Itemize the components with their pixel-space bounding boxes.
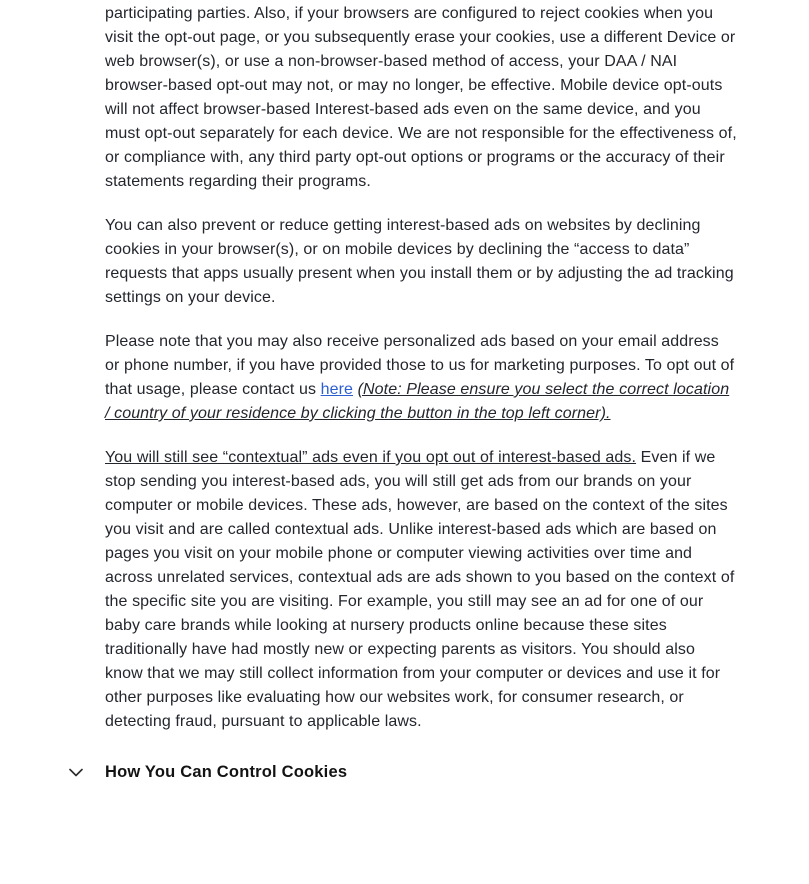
paragraph: [105, 2, 737, 194]
paragraph-text: You can also prevent or reduce getting interest-based ads on websites by declining cookies in your browser(s), or on mobile devices by declining the “access to data” requests that apps usually present when you install them or by adjusting the ad tracking settings on your device.: [105, 217, 734, 306]
section-title[interactable]: How You Can Control Cookies: [105, 763, 348, 781]
paragraph-text: Please note that you may also receive personalized ads based on your email address or phone number, if you have provided those to us for marketing purposes. To opt out of that usage, please contact us: [105, 333, 735, 398]
paragraph: [105, 330, 737, 426]
paragraph-text: Even if we stop sending you interest-based ads, you will still get ads from our brands on your computer or mobile devices. These ads, however, are based on the context of the sites you visit and are called contextual ads. Unlike interest-based ads which are based on pages you visit on your mobile phone or computer viewing activities over time and across unrelated services, contextual ads are ads shown to you based on the context of the specific site you are visiting. For example, you still may see an ad for one of our baby care brands while looking at nursery products online because these sites traditionally have had mostly new or expecting parents as visitors. You should also know that we may still collect information from your computer or devices and use it for other purposes like evaluating how our websites work, for consumer research, or detecting fraud, pursuant to applicable laws.: [105, 449, 735, 730]
location-note-text: (Note: Please ensure you select the correct location / country of your residence by clicking the button in the top left corner).: [105, 381, 730, 422]
section-toggle-how-you-can-control-cookies[interactable]: [68, 763, 737, 782]
chevron-down-icon[interactable]: [68, 765, 84, 781]
paragraph-text: participating parties. Also, if your browsers are configured to reject cookies when you visit the opt-out page, or you subsequently erase your cookies, use a different Device or web browser(s), or use a non-browser-based method of access, your DAA / NAI browser-based opt-out may not, or may no longer, be effective. Mobile device opt-outs will not affect browser-based Interest-based ads even on the same device, and you must opt-out separately for each device. We are not responsible for the effectiveness of, or compliance with, any third party opt-out options or programs or the accuracy of their statements regarding their programs.: [105, 5, 737, 190]
contact-us-here-link[interactable]: here: [320, 381, 354, 398]
paragraph: [105, 214, 737, 310]
underlined-lead-sentence: You will still see “contextual” ads even if you opt out of interest-based ads.: [105, 449, 637, 466]
paragraph: [105, 446, 737, 734]
